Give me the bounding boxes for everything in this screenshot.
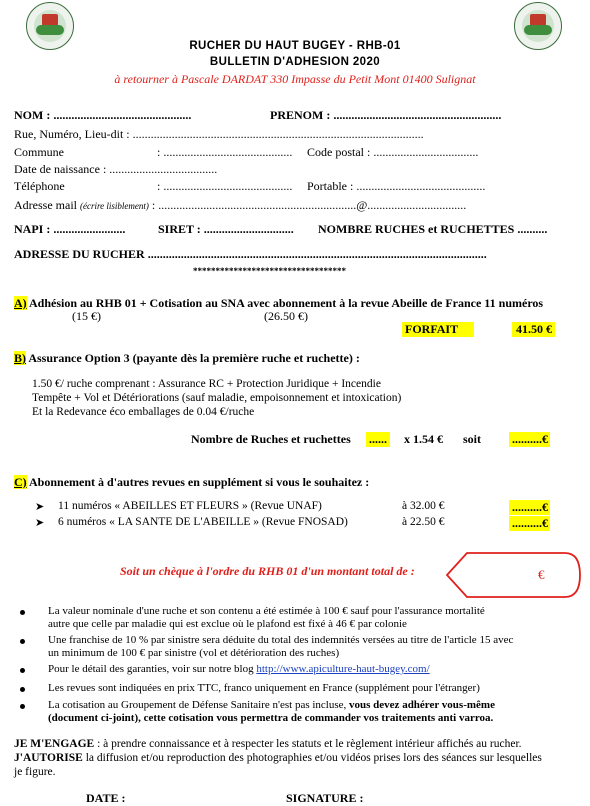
price-rhb: (15 €) — [72, 309, 101, 323]
field-code-postal[interactable]: Code postal : ................................... — [307, 145, 479, 159]
revue-fnosad-total-input[interactable]: ..........€ — [509, 516, 550, 531]
field-siret[interactable]: SIRET : .............................. — [158, 222, 294, 236]
section-c-letter: C) — [14, 475, 27, 489]
field-commune-label: Commune — [14, 145, 64, 159]
field-telephone-label: Téléphone — [14, 179, 65, 193]
field-rue[interactable]: Rue, Numéro, Lieu-dit : ................................................................................................. — [14, 127, 424, 141]
engage-line — [14, 738, 522, 750]
option3-line2: Tempête + Vol et Détériorations (sauf maladie, empoisonnement et intoxication) — [32, 392, 402, 404]
revue-unaf-total-input[interactable]: ..........€ — [509, 500, 550, 515]
revue-unaf-price: à 32.00 € — [402, 500, 445, 512]
total-amount-box[interactable] — [445, 550, 583, 600]
note-gds-text: La cotisation au Groupement de Défense Sanitaire n'est pas incluse, — [48, 699, 350, 711]
mail-hint: (écrire lisiblement) — [79, 201, 149, 211]
price-sna: (26.50 €) — [264, 309, 308, 323]
round-bullet-icon — [20, 704, 25, 709]
total-label: Soit un chèque à l'ordre du RHB 01 d'un montant total de : — [120, 564, 415, 578]
section-b-text: Assurance Option 3 (payante dès la première ruche et ruchette) : — [26, 351, 360, 365]
document-title: RUCHER DU HAUT BUGEY - RHB-01 — [189, 40, 401, 52]
note-valeur-1: La valeur nominale d'une ruche et son contenu a été estimée à 100 € sauf pour l'assurance mortalité — [48, 605, 485, 617]
field-nombre-ruches[interactable]: NOMBRE RUCHES et RUCHETTES .......... — [318, 222, 548, 236]
note-valeur-2: autre que celle par maladie qui est exclue où le plafond est fixé à 46 € par colonie — [48, 618, 407, 630]
arrow-bullet-icon: ➤ — [35, 517, 45, 529]
signature-field[interactable]: SIGNATURE : — [286, 791, 364, 805]
nombre-ruches-input[interactable]: ...... — [366, 432, 390, 447]
multiplier: x 1.54 € — [404, 432, 443, 446]
revue-fnosad-price: à 22.50 € — [402, 516, 445, 528]
round-bullet-icon — [20, 687, 25, 692]
autorise-line-2: je figure. — [14, 766, 56, 778]
round-bullet-icon — [20, 639, 25, 644]
option3-line3: Et la Redevance éco emballages de 0.04 €/ruche — [32, 406, 255, 418]
assurance-total-input[interactable]: ..........€ — [509, 432, 550, 447]
revue-fnosad: 6 numéros « LA SANTE DE L'ABEILLE » (Revue FNOSAD) — [58, 516, 348, 528]
note-revues: Les revues sont indiquées en prix TTC, franco uniquement en France (supplément pour l'étranger) — [48, 682, 480, 694]
autorise-label: J'AUTORISE — [14, 752, 83, 764]
blog-link[interactable]: http://www.apiculture-haut-bugey.com/ — [256, 663, 430, 675]
field-mail-label — [14, 198, 466, 213]
field-commune[interactable]: : ........................................... — [157, 145, 293, 159]
forfait-price: 41.50 € — [512, 322, 555, 337]
field-prenom[interactable]: PRENOM : ........................................................ — [270, 108, 502, 122]
separator: ********************************** — [193, 266, 346, 276]
document-subtitle: BULLETIN D'ADHESION 2020 — [209, 56, 381, 68]
section-b-letter: B) — [14, 351, 26, 365]
note-gds-2: (document ci-joint), cette cotisation vous permettra de commander vos traitements anti varroa. — [48, 712, 494, 724]
round-bullet-icon — [20, 668, 25, 673]
mail-label: Adresse mail — [14, 198, 77, 212]
soit-label: soit — [463, 432, 481, 446]
note-gds-bold: vous devez adhérer vous-même — [349, 699, 495, 711]
note-garanties-text: Pour le détail des garanties, voir sur notre blog — [48, 663, 257, 675]
section-c-heading — [14, 475, 369, 490]
note-garanties — [48, 663, 430, 676]
field-napi[interactable]: NAPI : ........................ — [14, 222, 126, 236]
forfait-label: FORFAIT — [402, 322, 474, 337]
autorise-line — [14, 752, 542, 764]
note-franchise-1: Une franchise de 10 % par sinistre sera déduite du total des indemnités versées au titre de l'article 15 avec — [48, 634, 514, 646]
field-portable[interactable]: Portable : ........................................... — [307, 179, 486, 193]
nombre-ruches-label: Nombre de Ruches et ruchettes — [191, 432, 351, 446]
date-field[interactable]: DATE : — [86, 791, 126, 805]
section-a-text: Adhésion au RHB 01 + Cotisation au SNA avec abonnement à la revue Abeille de France 11 numéros — [26, 296, 544, 310]
field-nom[interactable]: NOM : .............................................. — [14, 108, 192, 122]
option3-line1: 1.50 €/ ruche comprenant : Assurance RC + Protection Juridique + Incendie — [32, 378, 381, 390]
field-naissance[interactable]: Date de naissance : .................................... — [14, 162, 218, 176]
engage-text: : à prendre connaissance et à respecter les statuts et le règlement intérieur affichés au rucher. — [94, 738, 522, 750]
section-b-heading — [14, 351, 360, 366]
section-c-text: Abonnement à d'autres revues en supplément si vous le souhaitez : — [26, 475, 370, 489]
section-a-letter: A) — [14, 296, 27, 310]
note-gds-1 — [48, 699, 495, 712]
note-franchise-2: un minimum de 100 € par sinistre (vol et détérioration des ruches) — [48, 647, 340, 659]
return-address: à retourner à Pascale DARDAT 330 Impasse du Petit Mont 01400 Sulignat — [114, 72, 476, 86]
field-mail[interactable]: : ..................................................................@................................. — [151, 198, 467, 212]
revue-unaf: 11 numéros « ABEILLES ET FLEURS » (Revue UNAF) — [58, 500, 322, 512]
field-telephone[interactable]: : ........................................... — [157, 179, 293, 193]
field-adresse-rucher[interactable]: ADRESSE DU RUCHER ................................................................................................................. — [14, 247, 487, 261]
round-bullet-icon — [20, 610, 25, 615]
autorise-text: la diffusion et/ou reproduction des photographies et/ou vidéos prises lors des séances sur lesquelles — [82, 752, 542, 764]
total-currency: € — [538, 567, 545, 582]
arrow-bullet-icon: ➤ — [35, 501, 45, 513]
engage-label: JE M'ENGAGE — [14, 738, 95, 750]
